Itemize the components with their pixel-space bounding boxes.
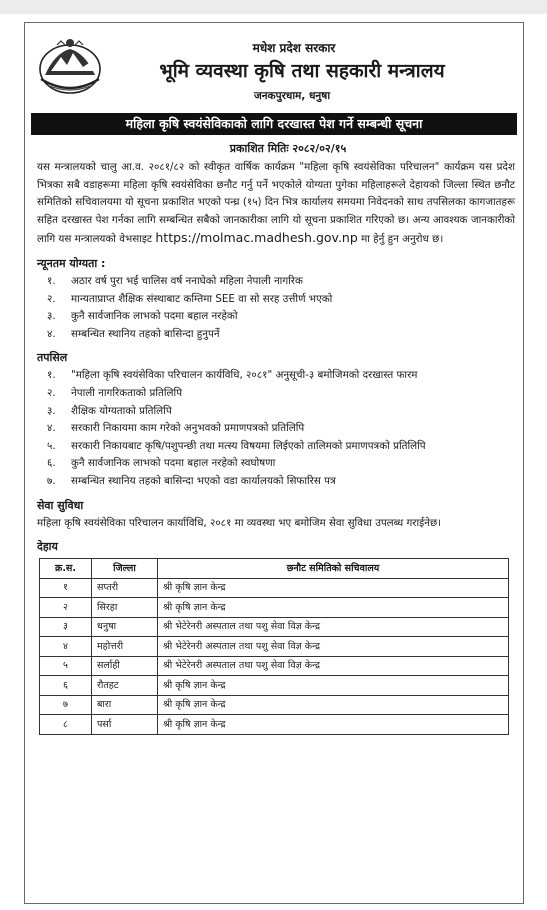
intro-end: मा हेर्नु हुन अनुरोध छ। [357, 233, 444, 246]
table-row: ३ धनुषा श्री भेटेरेनरी अस्पताल तथा पशु सेवा विज्ञ केन्द्र [40, 617, 509, 637]
list-item: ५. सरकारी निकायबाट कृषि/पशुपन्छी तथा मत्स्य विषयमा लिईएको तालिमको प्रमाणपत्रको प्रतिलिपि [47, 439, 426, 452]
facility-heading: सेवा सुविधा [37, 498, 84, 512]
list-item: ३. कुनै सार्वजानिक लाभको पदमा बहाल नरहेको [47, 310, 238, 323]
table-row: ६ रौतहट श्री कृषि ज्ञान केन्द्र [40, 676, 509, 696]
notice-title: महिला कृषि स्वयंसेविकाको लागि दरखास्त पेश गर्ने सम्बन्धी सूचना [31, 113, 517, 135]
col-district: जिल्ला [92, 559, 158, 579]
list-item: ३. शैक्षिक योग्यताको प्रतिलिपि [47, 404, 172, 417]
list-item: १. अठार वर्ष पुरा भई चालिस वर्ष ननाघेको महिला नेपाली नागरिक [47, 274, 303, 287]
table-row: २ सिरहा श्री कृषि ज्ञान केन्द्र [40, 598, 509, 618]
table-row: ५ सर्लाही श्री भेटेरेनरी अस्पताल तथा पशु सेवा विज्ञ केन्द्र [40, 656, 509, 676]
list-item: ४. सरकारी निकायमा काम गरेको अनुभवको प्रमाणपत्रको प्रतिलिपि [47, 422, 305, 435]
facility-text: महिला कृषि स्वयंसेविका परिचालन कार्याविधि, २०८१ मा व्यवस्था भए बमोजिम सेवा सुविधा उपलब्ध गराईनेछ। [37, 516, 442, 529]
documents-list [37, 367, 515, 490]
list-item: २. नेपाली नागरिकताको प्रतिलिपि [47, 386, 183, 399]
list-item: २. मान्यताप्राप्त शैक्षिक संस्थाबाट कम्तिमा SEE वा सो सरह उत्तीर्ण भएको [47, 292, 333, 305]
notice-body [37, 159, 515, 735]
website-link[interactable]: https://molmac.madhesh.gov.np [155, 230, 358, 246]
list-item: १. "महिला कृषि स्वयंसेविका परिचालन कार्यविधि, २०८१" अनुसूची-३ बमोजिमको दरखास्त फारम [47, 369, 418, 382]
table-row: १ सप्तरी श्री कृषि ज्ञान केन्द्र [40, 578, 509, 598]
table-header-row [40, 559, 509, 579]
table-row: ४ महोत्तरी श्री भेटेरेनरी अस्पताल तथा पशु सेवा विज्ञ केन्द्र [40, 637, 509, 657]
notice-frame [24, 22, 524, 904]
list-item: ४. सम्बन्धित स्थानिय तहको बासिन्दा हुनुपर्ने [47, 327, 220, 340]
intro-paragraph [37, 159, 515, 249]
table-heading: देहाय [37, 540, 58, 554]
documents-heading: तपसिल [37, 351, 68, 365]
list-item: ६. कुनै सार्वजानिक लाभको पदमा बहाल नरहेको स्वघोषणा [47, 457, 276, 470]
qualifications-list [37, 273, 515, 343]
published-date: प्रकाशित मितिः २०८२/०२/१५ [229, 142, 347, 155]
intro-text: यस मन्त्रालयको चालु आ.व. २०८१/८२ को स्वीकृत वार्षिक कार्यक्रम "महिला कृषि स्वयंसेविका परिचालन" कार्यक्रम यस प्रदेश भित्रका सबै वडाहरूमा महिला कृषि स्वयंसेविका छनौट गर्नु पर्ने भएकोले योग्यता पुगेका महिलाहरूले देहायको जिल्ला स्थित छनौट समितिको सचिवालयमा यो सूचना प्रकाशित भएको पन्ध्र (१५) दिन भित्र कार्यालय समयमा निवेदनको साथ तपसिलका कागजातहरू सहित दरखास्त पेश गर्नका लागि सम्बन्धित सबैको जानकारीका लागि यो सूचना प्रकाशित गरिएको छ। अन्य आवश्यक जानकारीको लागि यस मन्त्रालयको वेभसाइट [37, 161, 515, 246]
ministry-name: भूमि व्यवस्था कृषि तथा सहकारी मन्त्रालय [159, 60, 445, 82]
top-strip [0, 0, 547, 14]
ministry-address: जनकपुरधाम, धनुषा [253, 90, 331, 102]
col-serial: क्र.स. [40, 559, 92, 579]
qualifications-heading: न्यूनतम योग्यता : [37, 256, 106, 270]
table-row: ८ पर्सा श्री कृषि ज्ञान केन्द्र [40, 715, 509, 735]
table-row: ७ बारा श्री कृषि ज्ञान केन्द्र [40, 695, 509, 715]
secretariat-table [39, 558, 509, 735]
state-government: मधेश प्रदेश सरकार [252, 41, 336, 55]
list-item: ७. सम्बन्धित स्थानिय तहको बासिन्दा भएको वडा कार्यालयको सिफारिस पत्र [47, 474, 336, 487]
col-secretariat: छनौट समितिको सचिवालय [158, 559, 509, 579]
